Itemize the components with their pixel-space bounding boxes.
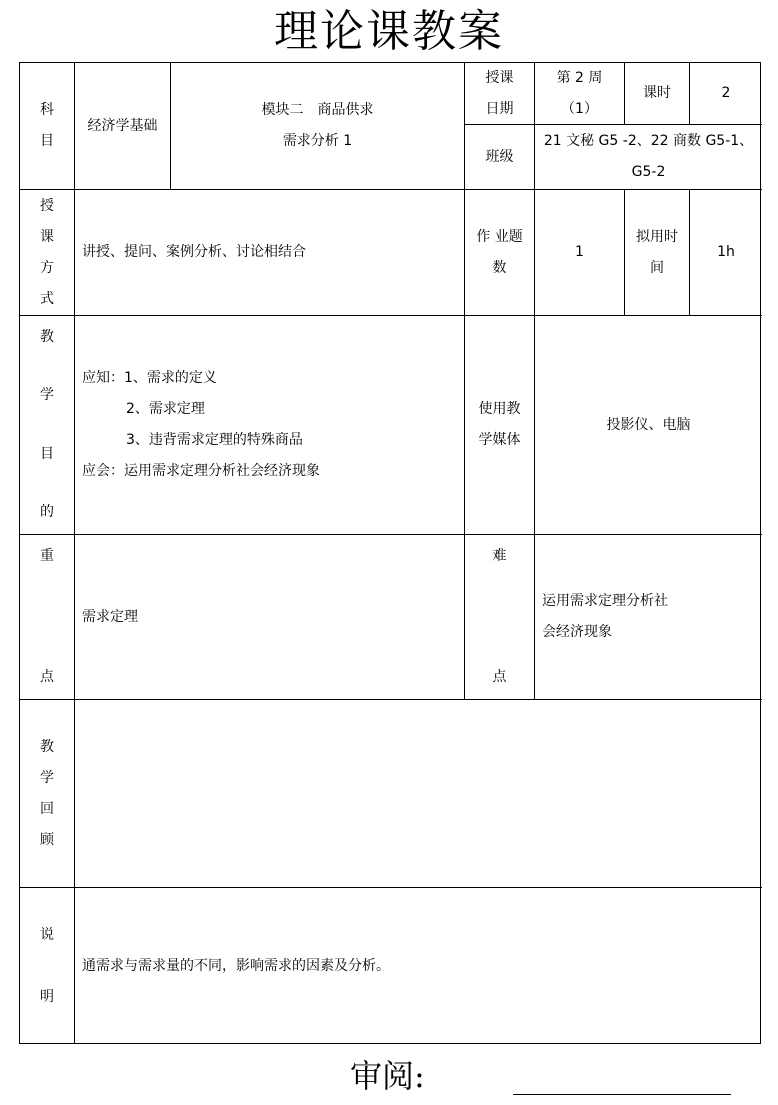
homework-value: 1: [535, 190, 625, 316]
time-label: 拟用时 间: [625, 190, 690, 316]
date-label: 授课 日期: [465, 63, 535, 125]
note-value: 通需求与需求量的不同，影响需求的因素及分析。: [82, 957, 390, 974]
media-label: 使用教 学媒体: [465, 316, 535, 535]
key-point-value: 需求定理: [75, 535, 465, 700]
goal-item: 3、违背需求定理的特殊商品: [126, 432, 303, 448]
goal-label: 教 学 目 的: [20, 316, 75, 535]
goal-item: 2、需求定理: [126, 401, 205, 417]
difficulty-label: 难 点: [465, 535, 535, 700]
class-label: 班级: [465, 125, 535, 190]
difficulty-value: 运用需求定理分析社 会经济现象: [535, 535, 762, 700]
page-title: 理论课教案: [274, 6, 504, 57]
class-value: 21 文秘 G5 -2、22 商数 G5-1、 G5-2: [535, 125, 762, 190]
homework-label: 作 业题 数: [465, 190, 535, 316]
module-line-2: 需求分析 1: [282, 133, 353, 149]
hours-label: 课时: [625, 63, 690, 125]
teaching-review-value: [75, 700, 762, 888]
goal-item: 应会：运用需求定理分析社会经济现象: [82, 463, 320, 479]
method-label: 授 课 方 式: [20, 190, 75, 316]
lesson-plan-table: [19, 62, 761, 1044]
signature-line: [513, 1094, 731, 1095]
review-label: 审阅:: [350, 1057, 425, 1095]
subject-value: 经济学基础: [75, 63, 171, 190]
goal-list: [75, 316, 465, 535]
module-line-1: 模块二 商品供求: [261, 102, 374, 118]
week-value: 第 2 周 （1）: [535, 63, 625, 125]
method-value: 讲授、提问、案例分析、讨论相结合: [75, 190, 465, 316]
teaching-review-label: 教 学 回 顾: [20, 700, 75, 888]
module-title: [171, 63, 465, 190]
media-value: 投影仪、电脑: [535, 316, 762, 535]
time-value: 1h: [690, 190, 762, 316]
key-point-label: 重 点: [20, 535, 75, 700]
note-label: 说 明: [20, 888, 75, 1044]
subject-label: 科 目: [20, 63, 75, 190]
hours-value: 2: [690, 63, 762, 125]
goal-item: 应知：1、需求的定义: [82, 370, 217, 386]
